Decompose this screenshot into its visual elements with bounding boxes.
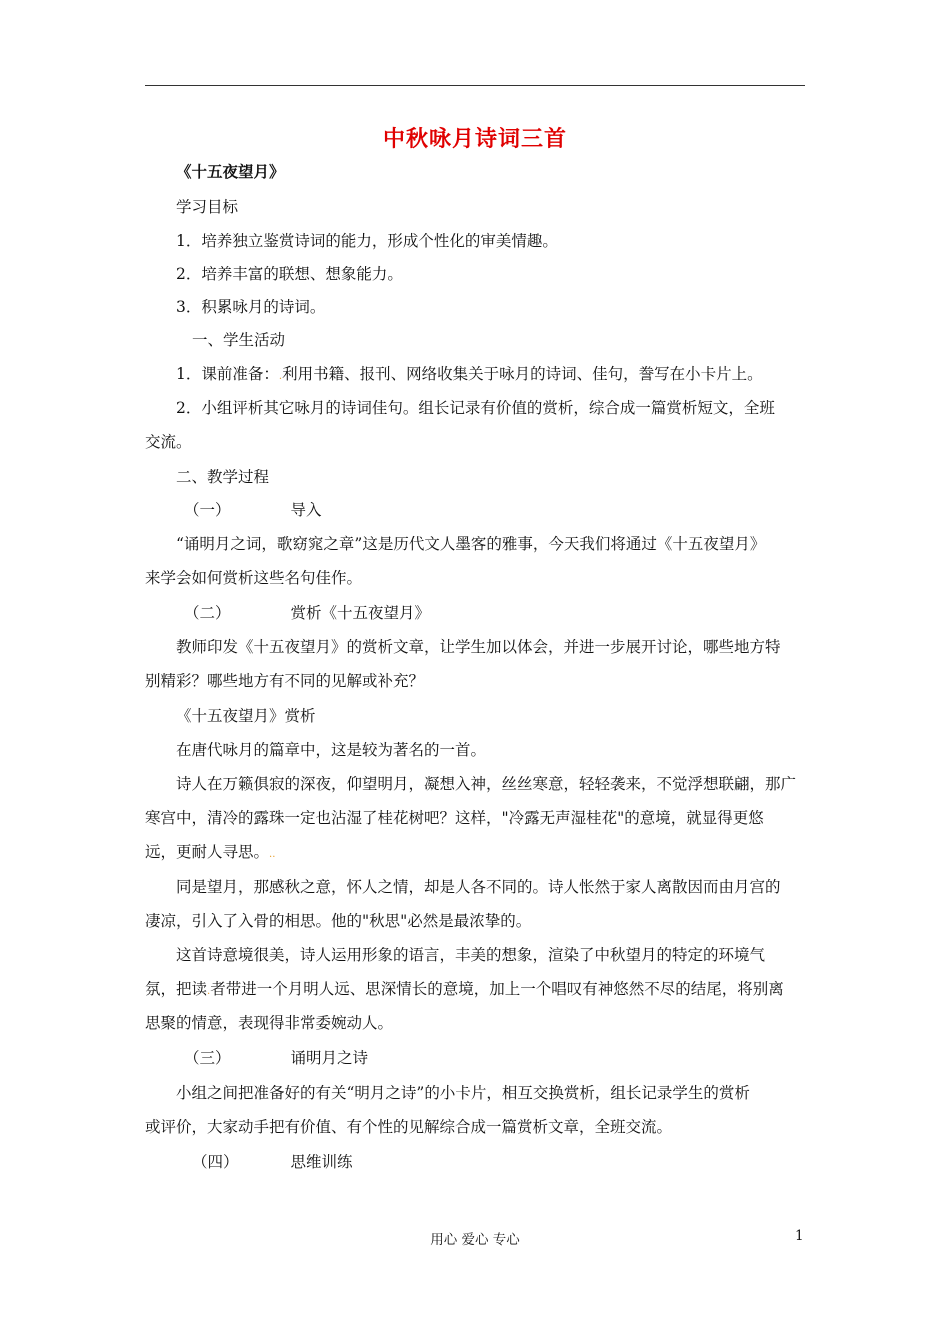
step-label: 导入 — [290, 501, 322, 519]
paragraph-line: 寒宫中，清冷的露珠一定也沾湿了桂花树吧？这样，"冷露无声湿桂花"的意境，就显得更悠 — [145, 809, 764, 827]
step-number: （一） — [184, 501, 231, 519]
step-heading — [184, 603, 430, 623]
activity-item — [176, 364, 763, 387]
paragraph-text: 远，更耐人寻思。 — [145, 843, 270, 861]
paragraph-line: 或评价，大家动手把有价值、有个性的见解综合成一篇赏析文章，全班交流。 — [145, 1118, 673, 1136]
paragraph-line: 小组之间把准备好的有关“明月之诗”的小卡片，相互交换赏析，组长记录学生的赏析 — [176, 1084, 750, 1102]
paragraph-line: 别精彩？哪些地方有不同的见解或补充？ — [145, 672, 425, 690]
step-label: 思维训练 — [290, 1153, 353, 1171]
step-number: （二） — [184, 604, 231, 622]
step-heading — [192, 1152, 353, 1172]
paragraph-line: 教师印发《十五夜望月》的赏析文章，让学生加以体会，并进一步展开讨论，哪些地方特 — [176, 638, 781, 656]
step-number: （四） — [192, 1153, 239, 1171]
paragraph-line: 同是望月，那感秋之意，怀人之情，却是人各不同的。诗人怅然于家人离散因而由月宫的 — [176, 878, 781, 896]
edit-mark: .. — [269, 849, 276, 860]
paragraph-text: 氛，把读 — [145, 980, 208, 998]
activity-heading: 一、学生活动 — [192, 331, 286, 349]
activity-item: 2．小组评析其它咏月的诗词佳句。组长记录有价值的赏析，综合成一篇赏析短文，全班 — [176, 399, 775, 417]
paragraph-line: 凄凉，引入了入骨的相思。他的"秋思"必然是最浓挚的。 — [145, 912, 532, 930]
edit-mark: . — [278, 371, 283, 382]
step-heading — [184, 1048, 368, 1068]
section-title: 《十五夜望月》 — [176, 162, 285, 181]
objective-item: 1．培养独立鉴赏诗词的能力，形成个性化的审美情趣。 — [176, 232, 558, 250]
analysis-title: 《十五夜望月》赏析 — [176, 707, 316, 725]
paragraph-line — [145, 979, 784, 1002]
edit-mark: . — [207, 986, 211, 997]
objectives-heading: 学习目标 — [176, 198, 239, 216]
page-footer: 用心 爱心 专心 — [430, 1232, 520, 1248]
activity-item-continued: 交流。 — [145, 433, 192, 451]
page-title: 中秋咏月诗词三首 — [382, 126, 567, 152]
process-heading: 二、教学过程 — [176, 468, 270, 486]
objective-item: 2．培养丰富的联想、想象能力。 — [176, 265, 403, 283]
paragraph-text: 者带进一个月明人远、思深情长的意境，加上一个唱叹有神悠然不尽的结尾，将别离 — [210, 980, 784, 998]
paragraph-line: 诗人在万籁俱寂的深夜，仰望明月，凝想入神，丝丝寒意，轻轻袭来，不觉浮想联翩，那广 — [176, 775, 797, 793]
activity-item-text: 利用书籍、报刊、网络收集关于咏月的诗词、佳句，誊写在小卡片上。 — [282, 365, 763, 383]
paragraph-line: 在唐代咏月的篇章中，这是较为著名的一首。 — [176, 741, 487, 759]
paragraph-line — [145, 842, 275, 865]
step-label: 诵明月之诗 — [290, 1049, 369, 1067]
objective-item: 3．积累咏月的诗词。 — [176, 298, 326, 316]
header-rule — [145, 85, 805, 86]
step-number: （三） — [184, 1049, 231, 1067]
activity-item-label: 1．课前准备： — [176, 365, 279, 383]
paragraph-line: 这首诗意境很美，诗人运用形象的语言，丰美的想象，渲染了中秋望月的特定的环境气 — [176, 946, 766, 964]
paragraph-line: 来学会如何赏析这些名句佳作。 — [145, 569, 363, 587]
paragraph-line: 思聚的情意，表现得非常委婉动人。 — [145, 1014, 394, 1032]
step-heading — [184, 500, 322, 520]
step-label: 赏析《十五夜望月》 — [290, 604, 431, 622]
page-number: 1 — [795, 1228, 804, 1244]
paragraph-line: “诵明月之词，歌窈窕之章”这是历代文人墨客的雅事，今天我们将通过《十五夜望月》 — [176, 535, 766, 553]
